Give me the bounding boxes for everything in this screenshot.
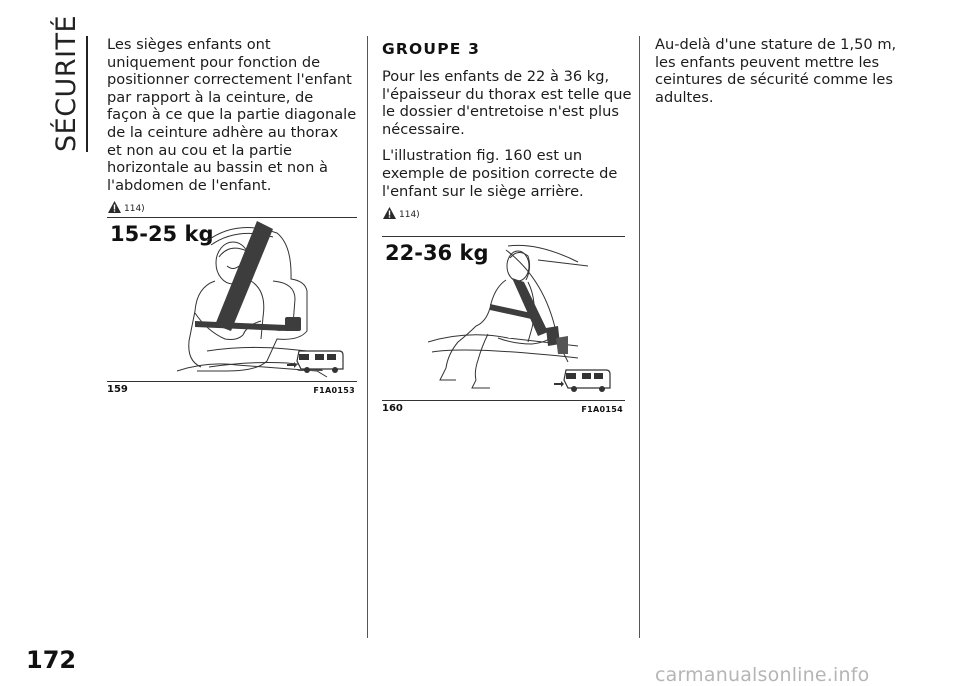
section-heading: GROUPE 3 — [382, 40, 481, 58]
figure-bottom-rule — [107, 381, 357, 382]
figure-number: 159 — [107, 384, 128, 395]
column-divider — [639, 36, 640, 638]
body-paragraph: L'illustration fig. 160 est un exemple de position correcte de l'enfant sur le siège arrière. — [382, 147, 618, 200]
warning-ref-number: 114) — [399, 210, 420, 221]
figure-number: 160 — [382, 403, 403, 414]
warning-ref-number: 114) — [124, 204, 145, 215]
column-1 — [107, 36, 357, 214]
figure-weight-label: 15-25 kg — [110, 222, 214, 246]
footer-watermark: carmanualsonline.info — [655, 664, 870, 686]
figure-top-rule — [107, 217, 357, 218]
column-2 — [382, 40, 632, 220]
figure-bottom-rule — [382, 400, 625, 401]
body-paragraph: Au-delà d'une stature de 1,50 m, les enfants peuvent mettre les ceintures de sécurité comme les adultes. — [655, 36, 897, 106]
van-icon — [552, 364, 622, 400]
figure-top-rule — [382, 236, 625, 237]
van-icon — [285, 345, 355, 381]
section-tab-rule — [86, 36, 88, 152]
warning-reference — [382, 206, 632, 220]
figure-code: F1A0153 — [313, 386, 355, 395]
warning-triangle-icon — [382, 206, 397, 220]
column-3 — [655, 36, 915, 106]
figure-160 — [382, 236, 625, 418]
figure-159 — [107, 217, 357, 399]
warning-triangle-icon — [107, 200, 122, 214]
section-title: SÉCURITÉ — [51, 14, 82, 152]
column-divider — [367, 36, 368, 638]
figure-weight-label: 22-36 kg — [385, 241, 489, 265]
warning-reference — [107, 200, 357, 214]
body-paragraph: Pour les enfants de 22 à 36 kg, l'épaisseur du thorax est telle que le dossier d'entretoise n'est plus nécessaire. — [382, 68, 632, 138]
figure-code: F1A0154 — [581, 405, 623, 414]
body-paragraph: Les sièges enfants ont uniquement pour fonction de positionner correctement l'enfant par rapport à la ceinture, de façon à ce que la partie diagonale de la ceinture adhère au thorax et non au cou et la partie horizontale au bassin et non à l'abdomen de l'enfant. — [107, 36, 357, 194]
page-number: 172 — [26, 646, 77, 674]
section-tab — [48, 14, 88, 154]
